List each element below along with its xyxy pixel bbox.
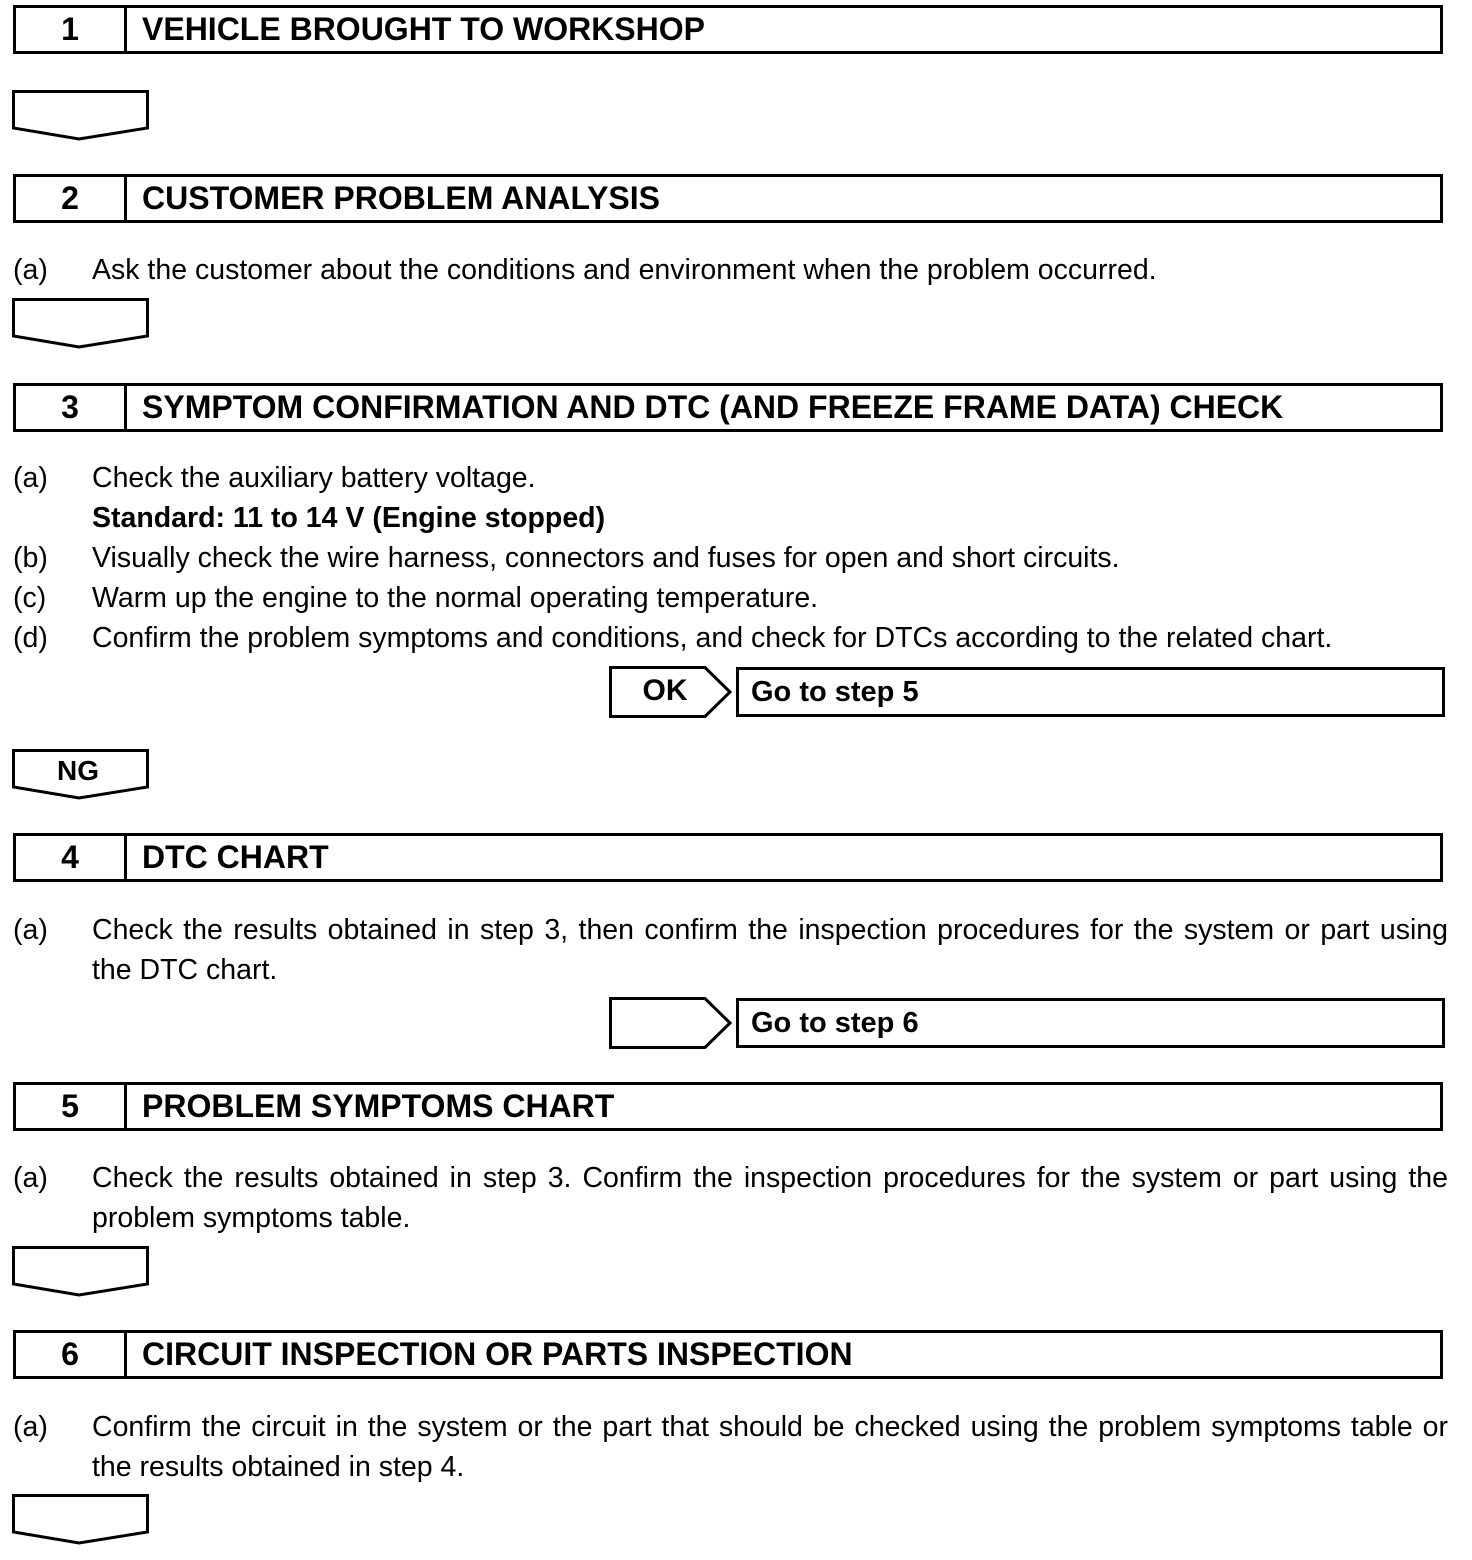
down-arrow-icon (12, 749, 150, 801)
down-arrow-icon (12, 1246, 150, 1298)
item-label: (a) (13, 462, 48, 494)
list-item (13, 458, 1448, 498)
list-item (13, 538, 1448, 578)
list-item (13, 250, 1448, 290)
item-label: (a) (13, 254, 48, 286)
step-title: PROBLEM SYMPTOMS CHART (142, 1088, 615, 1124)
list-item (13, 578, 1448, 618)
step-number: 4 (16, 836, 127, 879)
item-label: (a) (13, 1162, 48, 1194)
standard-value: Standard: 11 to 14 V (Engine stopped) (92, 502, 606, 534)
step-6-header (13, 1330, 1443, 1379)
item-text: Check the auxiliary battery voltage. (92, 462, 536, 494)
step-number: 1 (16, 8, 127, 51)
item-label: (a) (13, 914, 48, 946)
right-arrow-icon (609, 997, 733, 1049)
step-1-header (13, 5, 1443, 54)
step-title: SYMPTOM CONFIRMATION AND DTC (AND FREEZE FRAME DATA) CHECK (142, 389, 1284, 425)
item-label: (d) (13, 622, 48, 654)
down-arrow-icon (12, 1494, 150, 1546)
down-arrow-icon (12, 298, 150, 350)
item-text: Ask the customer about the conditions and environment when the problem occurred. (92, 254, 1157, 286)
ok-label: OK (642, 674, 688, 707)
item-text: Confirm the circuit in the system or the part that should be checked using the problem symptoms table or the results obtained in step 4. (92, 1411, 1448, 1483)
item-label: (a) (13, 1411, 48, 1443)
item-label: (b) (13, 542, 48, 574)
right-arrow-icon (609, 666, 733, 718)
step-5-header (13, 1082, 1443, 1131)
item-label: (c) (13, 582, 47, 614)
list-item (13, 618, 1448, 658)
down-arrow-icon (12, 90, 150, 142)
item-text: Warm up the engine to the normal operating temperature. (92, 582, 819, 614)
step-title: CIRCUIT INSPECTION OR PARTS INSPECTION (142, 1336, 853, 1372)
ng-label: NG (57, 755, 99, 786)
item-text: Confirm the problem symptoms and conditions, and check for DTCs according to the related chart. (92, 622, 1333, 654)
goto-step-6-box: Go to step 6 (736, 998, 1445, 1048)
step-title: VEHICLE BROUGHT TO WORKSHOP (142, 11, 705, 47)
step-number: 3 (16, 386, 127, 429)
step-title: DTC CHART (142, 839, 329, 875)
step-3-header (13, 383, 1443, 432)
step-number: 6 (16, 1333, 127, 1376)
step-2-header (13, 174, 1443, 223)
list-item (13, 1407, 1448, 1487)
list-item (13, 910, 1448, 990)
item-text: Visually check the wire harness, connectors and fuses for open and short circuits. (92, 542, 1120, 574)
item-text: Check the results obtained in step 3. Confirm the inspection procedures for the system or part using the problem symptoms table. (92, 1162, 1448, 1234)
step-title: CUSTOMER PROBLEM ANALYSIS (142, 180, 660, 216)
step-number: 5 (16, 1085, 127, 1128)
item-text: Check the results obtained in step 3, then confirm the inspection procedures for the system or part using the DTC chart. (92, 914, 1448, 986)
step-4-header (13, 833, 1443, 882)
list-item (13, 1158, 1448, 1238)
step-number: 2 (16, 177, 127, 220)
goto-step-5-box: Go to step 5 (736, 667, 1445, 717)
